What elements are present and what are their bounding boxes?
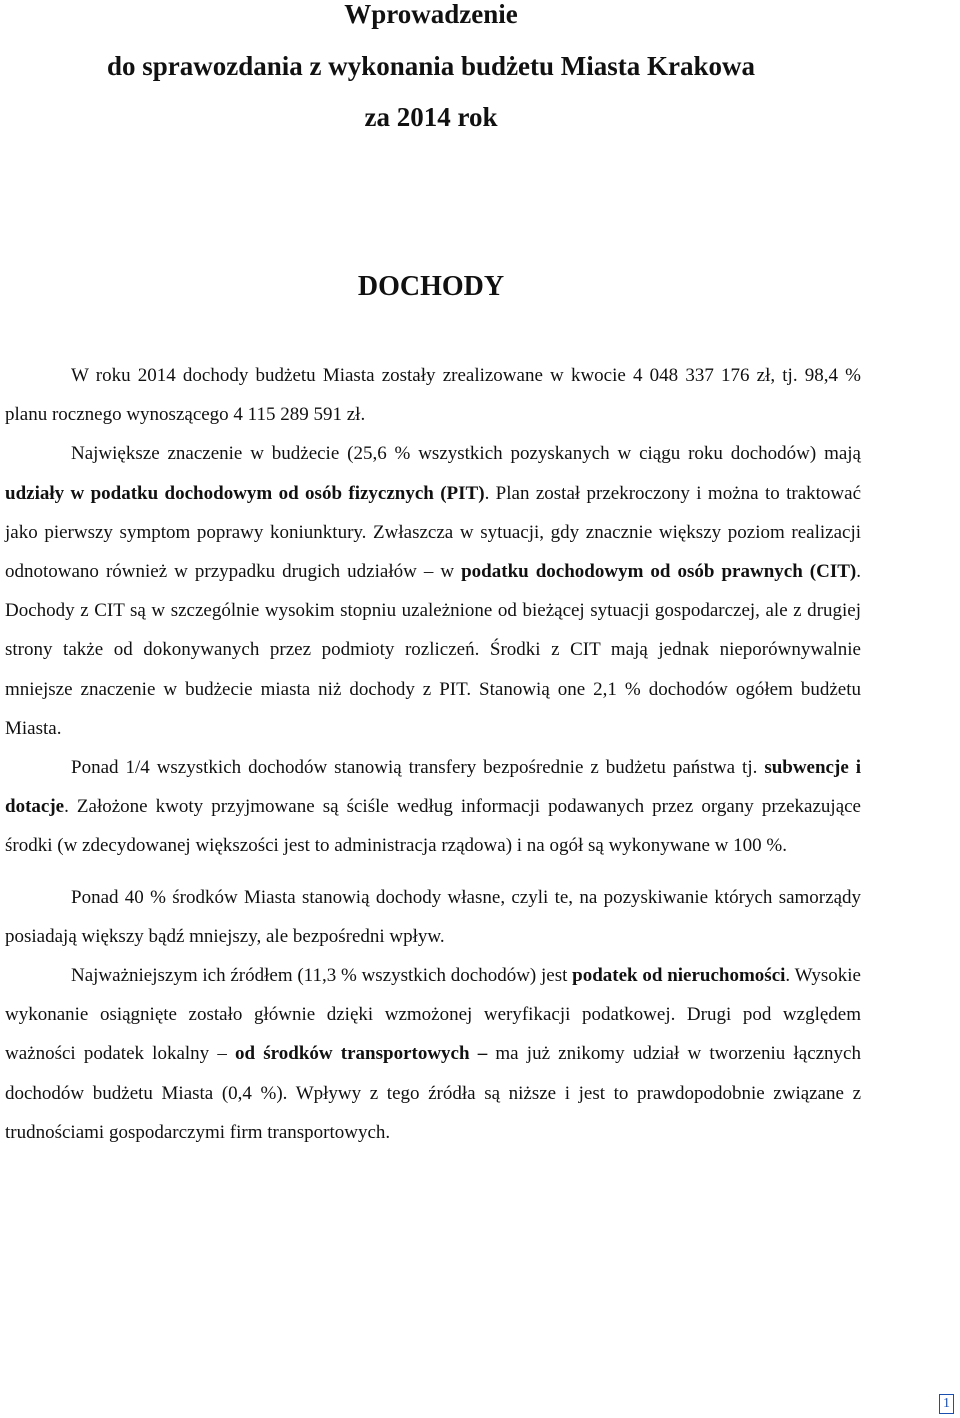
paragraph-5-text-3: ma już znikomy udział w tworzeniu łącznych dochodów budżetu Miasta (0,4 %). Wpływy z tego źródła są niższe i jest to prawdopodobnie związane z trudnościami gospodarczymi firm transportowych. [5, 1043, 861, 1143]
body-text [5, 356, 861, 1152]
paragraph-2-text-3: . Dochody z CIT są w szczególnie wysokim stopniu uzależnione od bieżącej sytuacji gospodarczej, ale z drugiej strony także od dokonywanych przez podmioty rozliczeń. Środki z CIT mają jednak nieporównywalnie mniejsze znaczenie w budżecie miasta niż dochody z PIT. Stanowią one 2,1 % dochodów ogółem budżetu Miasta. [5, 561, 861, 739]
paragraph-2-text-2: . Plan został przekroczony i można to traktować jako pierwszy symptom poprawy koniunktury. Zwłaszcza w sytuacji, gdy znacznie większy poziom realizacji odnotowano również w przypadku drugich udziałów – w [5, 482, 862, 583]
section-heading: DOCHODY [357, 271, 505, 302]
paragraph-3 [5, 748, 861, 866]
title-line-2: do sprawozdania z wykonania budżetu Miasta Krakowa [106, 51, 756, 81]
paragraph-5-bold-nieruchomosci: podatek od nieruchomości [572, 965, 786, 987]
paragraph-5-bold-transport: od środków transportowych – [235, 1043, 488, 1065]
paragraph-2-bold-pit: udziały w podatku dochodowym od osób fizycznych (PIT) [5, 482, 485, 504]
paragraph-5-text-1: Najważniejszym ich źródłem (11,3 % wszystkich dochodów) jest [71, 965, 573, 987]
paragraph-4 [5, 878, 861, 956]
paragraph-5-text-2: . Wysokie wykonanie osiągnięte zostało głównie dzięki wzmożonej weryfikacji podatkowej. Drugi pod względem ważności podatek lokalny – [5, 965, 861, 1065]
paragraph-1-text: W roku 2014 dochody budżetu Miasta zostały zrealizowane w kwocie 4 048 337 176 zł, tj. 98,4 % planu rocznego wynoszącego 4 115 289 591 zł. [5, 365, 861, 426]
title-line-1: Wprowadzenie [344, 0, 518, 29]
page-number: 1 [939, 1394, 954, 1414]
paragraph-2 [5, 434, 861, 748]
paragraph-3-text-2: . Założone kwoty przyjmowane są ściśle według informacji podawanych przez organy przekazujące środki (w zdecydowanej większości jest to administracja rządowa) i na ogół są wykonywane w 100 %. [5, 796, 861, 857]
paragraph-2-bold-cit: podatku dochodowym od osób prawnych (CIT) [461, 561, 857, 583]
paragraph-4-text: Ponad 40 % środków Miasta stanowią dochody własne, czyli te, na pozyskiwanie których samorządy posiadają większy bądź mniejszy, ale bezpośredni wpływ. [5, 886, 861, 947]
paragraph-3-bold-subwencje: subwencje i dotacje [5, 757, 861, 818]
title-line-3: za 2014 rok [364, 102, 498, 132]
paragraph-2-text-1: Największe znaczenie w budżecie (25,6 % wszystkich pozyskanych w ciągu roku dochodów) mają [71, 443, 861, 465]
paragraph-3-text-1: Ponad 1/4 wszystkich dochodów stanowią transfery bezpośrednie z budżetu państwa tj. [71, 757, 765, 779]
paragraph-5 [5, 956, 861, 1152]
paragraph-1 [5, 356, 861, 434]
